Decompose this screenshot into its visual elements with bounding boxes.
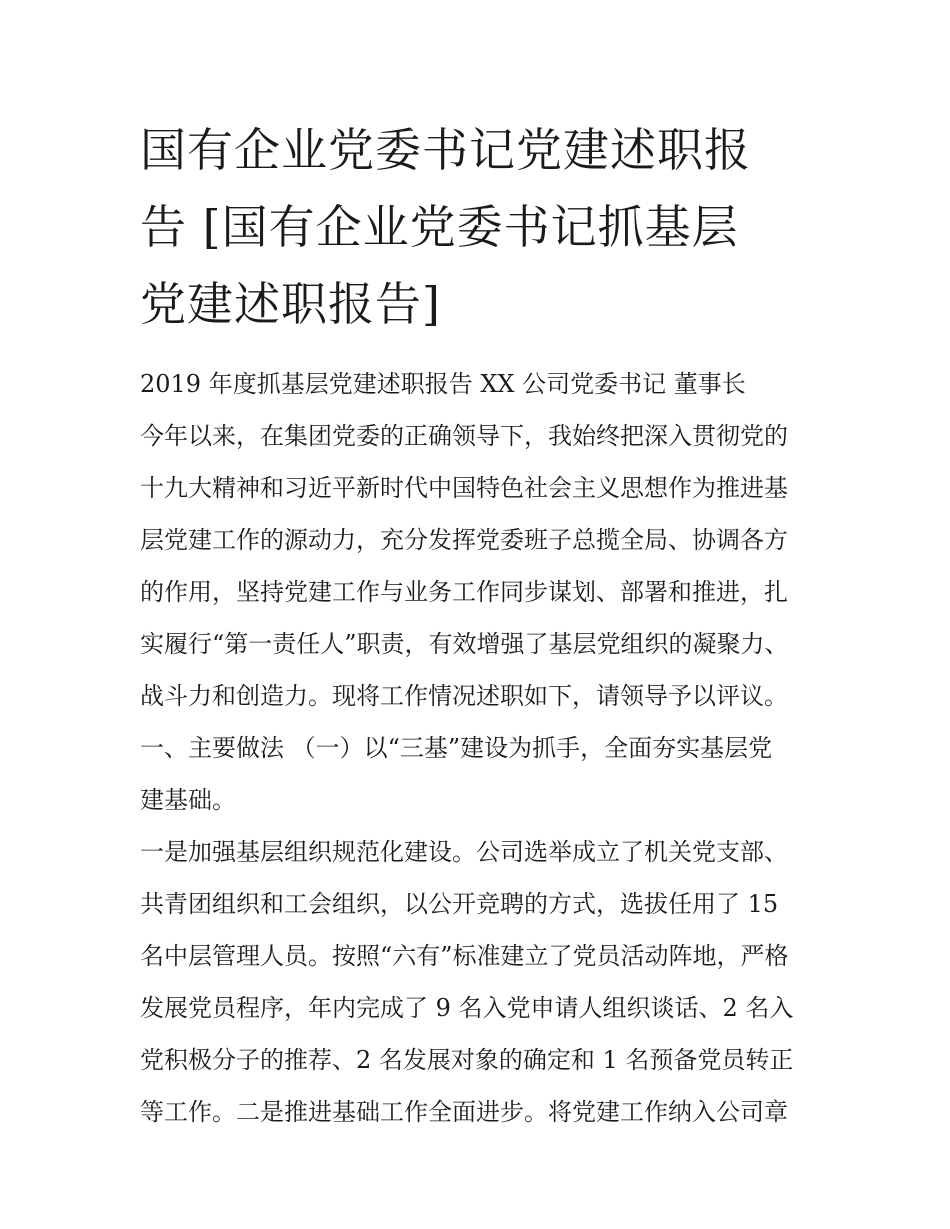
- body-line: 实履行“第一责任人”职责，有效增强了基层党组织的凝聚力、: [140, 630, 789, 658]
- body-line: 今年以来，在集团党委的正确领导下，我始终把深入贯彻党的: [140, 422, 788, 450]
- document-title: [140, 112, 820, 343]
- body-line: 一、主要做法 （一）以“三基”建设为抓手，全面夯实基层党: [140, 734, 773, 762]
- body-line: 共青团组织和工会组织，以公开竞聘的方式，选拔任用了 15: [140, 890, 779, 918]
- body-line: 发展党员程序，年内完成了 9 名入党申请人组织谈话、2 名入: [140, 994, 794, 1022]
- body-line: 战斗力和创造力。现将工作情况述职如下，请领导予以评议。: [140, 682, 788, 710]
- body-line: 党积极分子的推荐、2 名发展对象的确定和 1 名预备党员转正: [140, 1046, 794, 1074]
- body-line: 十九大精神和习近平新时代中国特色社会主义思想作为推进基: [140, 474, 788, 502]
- body-line: 层党建工作的源动力，充分发挥党委班子总揽全局、协调各方: [140, 526, 788, 554]
- body-line: 等工作。二是推进基础工作全面进步。将党建工作纳入公司章: [140, 1098, 788, 1126]
- body-line: 建基础。: [140, 786, 236, 814]
- body-line: 一是加强基层组织规范化建设。公司选举成立了机关党支部、: [140, 838, 788, 866]
- title-line: 国有企业党委书记党建述职报: [140, 123, 751, 177]
- body-line: 2019 年度抓基层党建述职报告 XX 公司党委书记 董事长: [140, 370, 746, 398]
- body-line: 名中层管理人员。按照“六有”标准建立了党员活动阵地，严格: [140, 942, 789, 970]
- title-line: 党建述职报告]: [140, 277, 441, 331]
- title-line: 告 [国有企业党委书记抓基层: [140, 200, 739, 254]
- document-body: [140, 358, 830, 1138]
- body-line: 的作用，坚持党建工作与业务工作同步谋划、部署和推进，扎: [140, 578, 788, 606]
